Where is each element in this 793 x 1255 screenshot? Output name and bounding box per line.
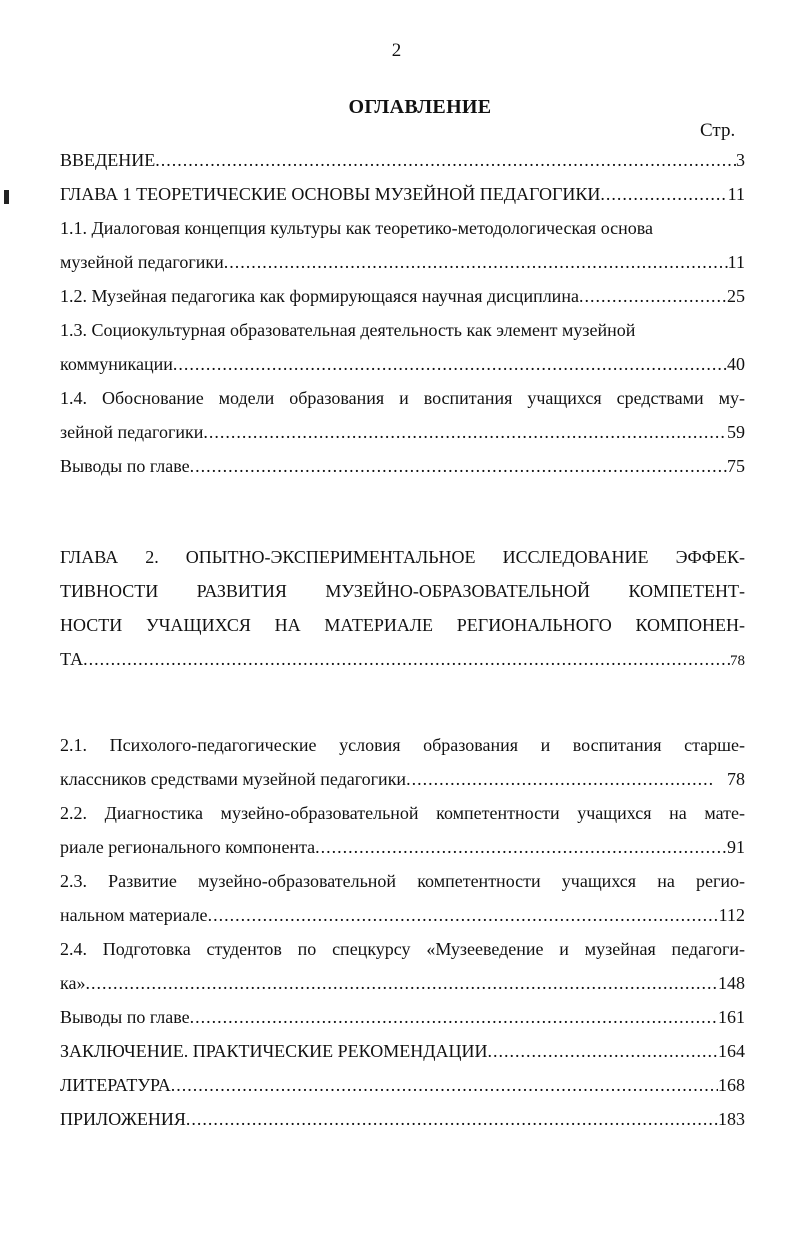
toc-entry-literature: ЛИТЕРАТУРА ..... 168 — [60, 1068, 745, 1102]
toc-entry-1-3: коммуникации ..... 40 — [60, 347, 745, 381]
toc-entry-conclusion: ЗАКЛЮЧЕНИЕ. ПРАКТИЧЕСКИЕ РЕКОМЕНДАЦИИ ..... 164 — [60, 1034, 745, 1068]
toc-entry-chapter-2: ТА ..... 78 — [60, 642, 745, 676]
margin-mark — [4, 190, 9, 204]
toc-entry-2-2-line1: 2.2. Диагностика музейно-образовательной компетентности учащихся на мате- — [60, 803, 745, 823]
toc-entry-conclusions-2: Выводы по главе ..... 161 — [60, 1000, 745, 1034]
toc-entry-chapter-2-line1: ГЛАВА 2. ОПЫТНО-ЭКСПЕРИМЕНТАЛЬНОЕ ИССЛЕДОВАНИЕ ЭФФЕК- — [60, 547, 745, 567]
toc-entry-2-2: риале регионального компонента ..... 91 — [60, 830, 745, 864]
toc-entry-1-4: зейной педагогики ..... 59 — [60, 415, 745, 449]
toc-entry-1-2: 1.2. Музейная педагогика как формирующаяся научная дисциплина ..... 25 — [60, 279, 745, 313]
toc-entry-2-3: нальном материале ..... 112 — [60, 898, 745, 932]
toc-entry-2-4-line1: 2.4. Подготовка студентов по спецкурсу «Музееведение и музейная педагоги- — [60, 939, 745, 959]
page-column-label: Стр. — [700, 120, 736, 141]
toc-block-2 — [60, 540, 745, 676]
toc-entry-chapter-2-line2: ТИВНОСТИ РАЗВИТИЯ МУЗЕЙНО-ОБРАЗОВАТЕЛЬНОЙ КОМПЕТЕНТ- — [60, 581, 745, 601]
toc-entry-1-4-line1: 1.4. Обоснование модели образования и воспитания учащихся средствами му- — [60, 388, 745, 408]
toc-entry-2-1: классников средствами музейной педагогики ..... 78 — [60, 762, 745, 796]
toc-block-1 — [60, 143, 745, 483]
toc-entry-chapter-1: ГЛАВА 1 ТЕОРЕТИЧЕСКИЕ ОСНОВЫ МУЗЕЙНОЙ ПЕДАГОГИКИ ..... 11 — [60, 177, 745, 211]
toc-entry-1-1-line1: 1.1. Диалоговая концепция культуры как теоретико-методологическая основа — [60, 218, 654, 238]
toc-entry-2-1-line1: 2.1. Психолого-педагогические условия образования и воспитания старше- — [60, 735, 745, 755]
toc-title: ОГЛАВЛЕНИЕ — [348, 96, 492, 118]
toc-entry-2-4: ка» ..... 148 — [60, 966, 745, 1000]
toc-entry-1-3-line1: 1.3. Социокультурная образовательная деятельность как элемент музейной — [60, 320, 636, 340]
toc-entry-appendices: ПРИЛОЖЕНИЯ ..... 183 — [60, 1102, 745, 1136]
toc-block-3 — [60, 728, 745, 1136]
toc-entry-chapter-2-line3: НОСТИ УЧАЩИХСЯ НА МАТЕРИАЛЕ РЕГИОНАЛЬНОГО КОМПОНЕН- — [60, 615, 745, 635]
toc-entry-introduction: ВВЕДЕНИЕ ..... 3 — [60, 143, 745, 177]
toc-entry-conclusions-1: Выводы по главе ..... 75 — [60, 449, 745, 483]
toc-entry-1-1: музейной педагогики ..... 11 — [60, 245, 745, 279]
toc-entry-2-3-line1: 2.3. Развитие музейно-образовательной компетентности учащихся на регио- — [60, 871, 745, 891]
page-number: 2 — [391, 40, 402, 61]
